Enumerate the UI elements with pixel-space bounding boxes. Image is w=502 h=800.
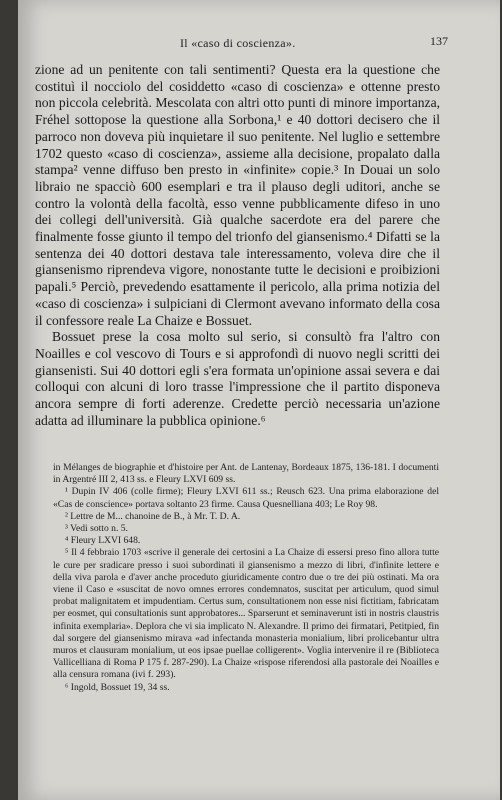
main-text — [35, 62, 440, 429]
paragraph-2: Bossuet prese la cosa molto sul serio, si consultò fra l'altro con Noailles e col vescovo di Tours e si approfondì di nuovo negli scritti dei giansenisti. Sui 40 dottori egli s'era formata un'opinione assai severa e dai colloqui con alcuni di loro trasse l'impressione che il partito disponeva ancora sempre di forti aderenze. Credette perciò necessaria un'azione adatta ad illuminare la pubblica opinione.⁶ — [35, 329, 440, 428]
footnote-2: ² Lettre de M... chanoine de B., à Mr. T. D. A. — [65, 510, 241, 522]
paragraph-1: zione ad un penitente con tali sentimenti? Questa era la questione che costituì il nocciolo del cosiddetto «caso di coscienza» e ottenne presto non piccola celebrità. Mescolata con altri otto punti di minore importanza, Fréhel sottopose la questione alla Sorbona,¹ e 40 dottori decisero che il parroco non doveva più inquietare il suo penitente. Nel luglio e settembre 1702 questo «caso di coscienza», assieme alla decisione, propalato dalla stampa² venne diffuso ben presto in «infinite» copie.³ In Douai un solo libraio ne spacciò 600 esemplari e tra il plauso degli uditori, anche se contro la volontà della facoltà, esso venne pubblicamente difeso in uno dei collegi dell'università. Già qualche sacerdote era del parere che finalmente fosse giunto il tempo del trionfo del giansenismo.⁴ Difatti se la sentenza dei 40 dottori destava tale interessamento, voleva dire che il giansenismo riprendeva vigore, nonostante tutte le decisioni e proibizioni papali.⁵ Perciò, prevedendo esattamente il pericolo, alla prima notizia del «caso di coscienza» i sulpiciani di Clermont avevano informato della cosa il confessore reale La Chaize e Bossuet. — [35, 62, 440, 328]
footnote-1: ¹ Dupin IV 406 (colle firme); Fleury LXVI 611 ss.; Reusch 623. Una prima elaborazione del «Cas de conscience» portava soltanto 23 firme. Causa Quesnelliana 403; Le Roy 98. — [53, 486, 439, 510]
footnote-5: ⁵ Il 4 febbraio 1703 «scrive il generale dei certosini a La Chaize di essersi preso fino allora tutte le cure per sradicare presso i suoi subordinati il giansenismo a mezzo di libri, d'infinite lettere e della viva parola e d'aver anche proceduto giuridicamente contro due o tre dei più ostinati. Ma ora viene il Caso e «suscitat de novo omnes errores condemnatos, suscitat per articulum, quod simul probat malignitatem et impudentiam. Certus sum, consultationem non esse nisi fictitiam, fabricatam per eosmet, qui consultationis sunt approbatores... Sparserunt et seminaverunt isti in nostris claustris infinita exemplaria». Deplora che vi sia implicato N. Alexandre. Il primo dei firmatari, Petitpied, fin dal sorgere del giansenismo mirava «ad infectanda monasteria monialium, libri prolicebantur ultra muros et clausuram monialium, ut eos ipsae puellae colligerent». Voglia intervenire il re (Biblioteca Vallicelliana di Roma P 175 f. 287-290). La Chaize «rispose riferendosi alla pastorale dei Noailles e alla censura romana (ivi f. 293). — [53, 547, 439, 681]
footnote-4: ⁴ Fleury LXVI 648. — [65, 535, 141, 547]
footnote-3: ³ Vedi sotto n. 5. — [65, 523, 128, 535]
running-head: Il «caso di coscienza». — [180, 36, 296, 50]
page-number: 137 — [430, 34, 448, 48]
book-page — [18, 0, 500, 800]
footnotes — [53, 462, 439, 694]
footnote-continuation: in Mélanges de biographie et d'histoire per Ant. de Lantenay, Bordeaux 1875, 136-181. I documenti in Argentré III 2, 413 ss. e Fleury LXVI 609 ss. — [53, 462, 439, 486]
footnote-6: ⁶ Ingold, Bossuet 19, 34 ss. — [65, 681, 170, 693]
